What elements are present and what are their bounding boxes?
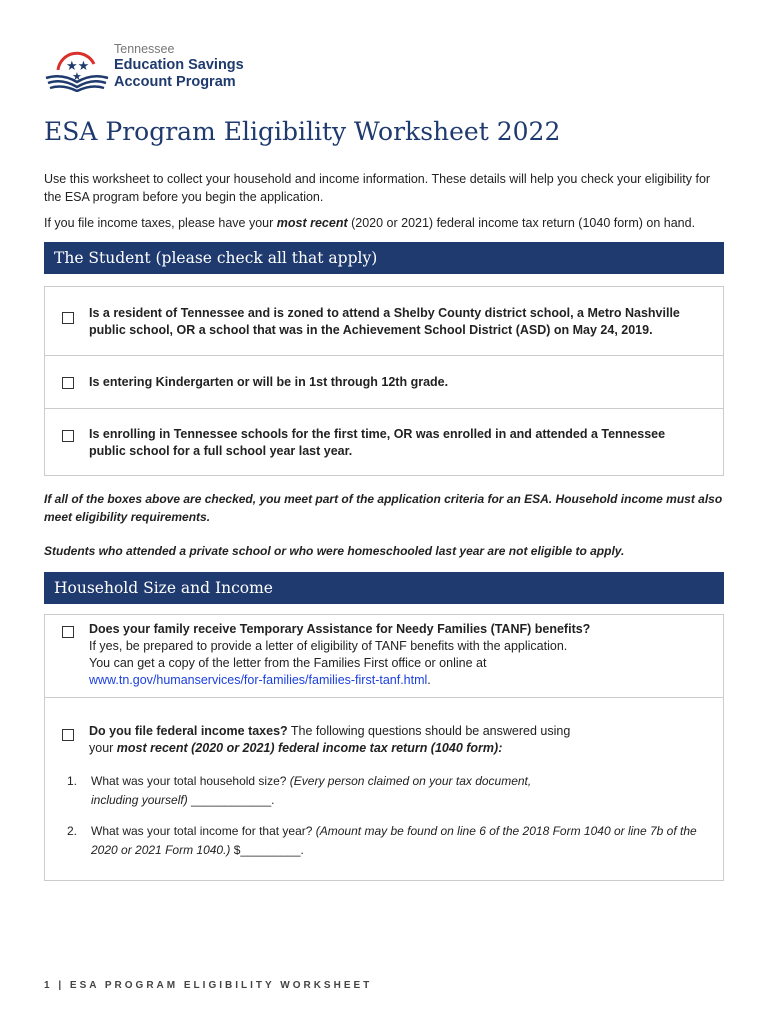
text: your — [89, 741, 117, 755]
text-italic: (Amount may be found on line 6 of the 2018 Form 1040 or line 7b of the 2020 or 2021 Form 1040.) — [91, 824, 697, 857]
checkbox[interactable] — [62, 729, 74, 741]
page-content — [44, 40, 724, 881]
tanf-question: Does your family receive Temporary Assistance for Needy Families (TANF) benefits? — [89, 622, 591, 636]
checklist-item-taxes — [45, 698, 723, 880]
tax-question: Do you file federal income taxes? — [89, 724, 288, 738]
list-number: 2. — [67, 824, 78, 838]
logo — [44, 40, 274, 100]
household-checklist — [44, 614, 724, 881]
svg-text:★★: ★★ — [66, 58, 90, 73]
tanf-link[interactable]: www.tn.gov/humanservices/for-families/families-first-tanf.html — [89, 673, 428, 687]
household-size-blank[interactable]: ____________. — [187, 793, 275, 807]
tanf-info: You can get a copy of the letter from the Families First office or online at — [89, 656, 487, 670]
checklist-label: Is entering Kindergarten or will be in 1st through 12th grade. — [89, 375, 449, 389]
section-header-household: Household Size and Income — [44, 572, 724, 604]
text-bold: most recent — [276, 216, 348, 230]
checklist-label: Is a resident of Tennessee and is zoned to attend a Shelby County district school, a Metro Nashville public school, OR a school that was in the Achievement School District (ASD) on May 24, 2019. — [89, 306, 680, 337]
text-bold: most recent (2020 or 2021) federal income tax return (1040 form): — [116, 741, 503, 755]
tanf-info: If yes, be prepared to provide a letter of eligibility of TANF benefits with the application. — [89, 639, 568, 653]
text: (2020 or 2021) federal income tax return (1040 form) on hand. — [347, 216, 696, 230]
income-blank[interactable]: $_________. — [230, 843, 304, 857]
checklist-item — [45, 409, 723, 475]
text: What was your total household size? — [91, 774, 290, 788]
section-header-student: The Student (please check all that apply) — [44, 242, 724, 274]
text: If you file income taxes, please have your — [44, 216, 277, 230]
checklist-item-tanf: Does your family receive Temporary Assistance for Needy Families (TANF) benefits? If yes, be prepared to provide a letter of eligibility of TANF benefits with the application. You can get a copy of the letter from the Families First office or online at www.tn.gov/humanservices/for-families/families-first-tanf.html. — [45, 615, 723, 698]
logo-text-line3: Account Program — [114, 74, 236, 90]
page-footer: 1 | ESA PROGRAM ELIGIBILITY WORKSHEET — [44, 980, 373, 991]
ineligible-note: Students who attended a private school or who were homeschooled last year are not eligible to apply. — [44, 544, 625, 558]
logo-text-line2: Education Savings — [114, 57, 244, 73]
criteria-note: If all of the boxes above are checked, you meet part of the application criteria for an ESA. Household income must also meet eligibility requirements. — [44, 492, 723, 524]
list-number: 1. — [67, 774, 78, 788]
checklist-item — [45, 356, 723, 409]
checkbox[interactable] — [62, 430, 74, 442]
question-2 — [67, 822, 707, 860]
intro-paragraph: Use this worksheet to collect your household and income information. These details will help you check your eligibility for the ESA program before you begin the application. — [44, 172, 711, 204]
checklist-label: Is enrolling in Tennessee schools for the first time, OR was enrolled in and attended a Tennessee public school for a full school year last year. — [89, 427, 666, 458]
checkbox[interactable] — [62, 312, 74, 324]
checkbox[interactable] — [62, 626, 74, 638]
page-title: ESA Program Eligibility Worksheet 2022 — [44, 117, 561, 146]
checklist-item — [45, 287, 723, 356]
logo-book-icon — [44, 40, 110, 92]
intro-tax-paragraph — [44, 214, 724, 232]
question-1 — [67, 772, 567, 810]
text-italic: (Every person claimed on your tax document, including yourself) — [91, 774, 532, 807]
logo-text-state: Tennessee — [114, 42, 175, 56]
checkbox[interactable] — [62, 377, 74, 389]
text: The following questions should be answered using — [287, 724, 571, 738]
svg-text:★: ★ — [72, 71, 82, 83]
student-checklist — [44, 286, 724, 476]
text: What was your total income for that year? — [91, 824, 316, 838]
